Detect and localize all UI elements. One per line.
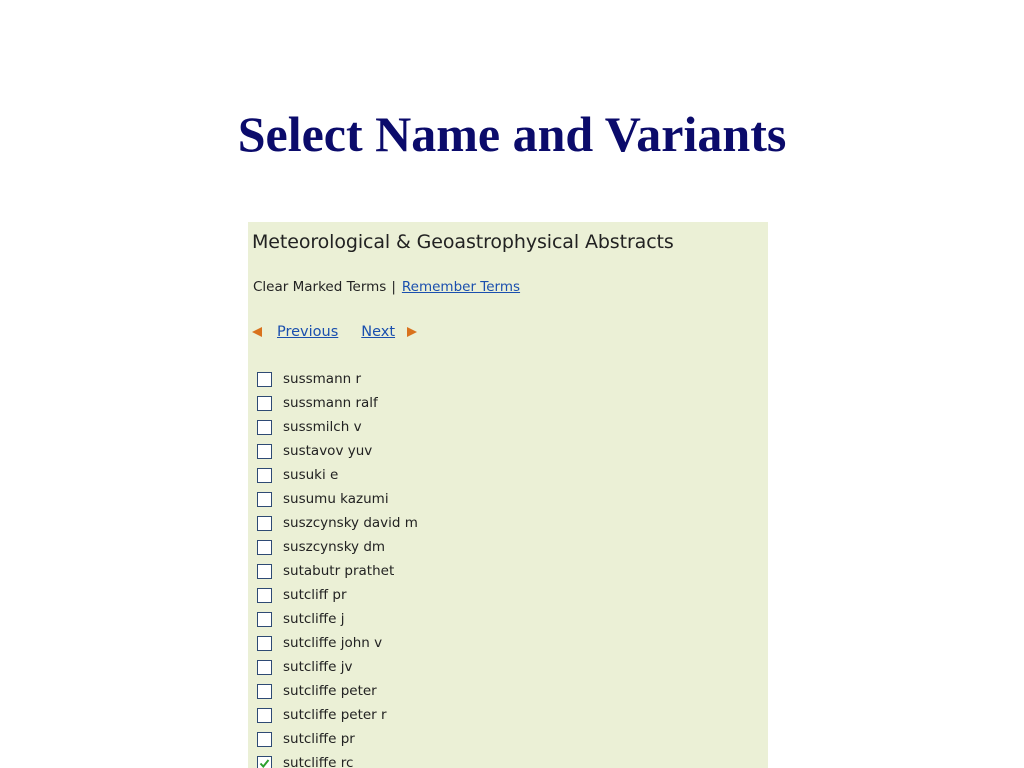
term-checkbox[interactable] (257, 756, 272, 768)
term-checkbox[interactable] (257, 396, 272, 411)
term-label: susuki e (283, 467, 339, 483)
terms-actions (253, 278, 520, 296)
term-list (257, 367, 418, 768)
term-checkbox[interactable] (257, 708, 272, 723)
term-label: sussmann ralf (283, 395, 378, 411)
previous-link[interactable]: Previous (277, 324, 339, 340)
term-label: sutcliffe pr (283, 731, 355, 747)
term-checkbox[interactable] (257, 444, 272, 459)
clear-marked-terms-label: Clear Marked Terms (253, 279, 387, 295)
term-label: suszcynsky dm (283, 539, 386, 555)
slide-title: Select Name and Variants (237, 106, 787, 162)
term-item[interactable] (257, 607, 418, 631)
term-label: sussmann r (283, 371, 362, 387)
term-checkbox[interactable] (257, 492, 272, 507)
term-label: sutcliffe j (283, 611, 345, 627)
triangle-left-icon[interactable] (252, 327, 262, 337)
term-checkbox[interactable] (257, 612, 272, 627)
term-checkbox[interactable] (257, 684, 272, 699)
term-label: sutcliff pr (283, 587, 347, 603)
term-label: sutcliffe peter r (283, 707, 387, 723)
search-panel (248, 222, 768, 768)
checkmark-icon (259, 758, 270, 768)
term-label: sutabutr prathet (283, 563, 395, 579)
term-checkbox[interactable] (257, 372, 272, 387)
term-label: suszcynsky david m (283, 515, 418, 531)
term-label: sussmilch v (283, 419, 362, 435)
term-item[interactable] (257, 583, 418, 607)
term-item[interactable] (257, 727, 418, 751)
term-item[interactable] (257, 439, 418, 463)
database-title: Meteorological & Geoastrophysical Abstracts (252, 231, 674, 253)
term-label: sustavov yuv (283, 443, 373, 459)
term-label: sutcliffe rc (283, 755, 354, 768)
term-label: sutcliffe jv (283, 659, 353, 675)
term-checkbox[interactable] (257, 564, 272, 579)
term-item[interactable] (257, 535, 418, 559)
term-item[interactable] (257, 367, 418, 391)
term-checkbox[interactable] (257, 732, 272, 747)
term-checkbox[interactable] (257, 588, 272, 603)
term-item[interactable] (257, 631, 418, 655)
term-item[interactable] (257, 415, 418, 439)
separator: | (391, 279, 396, 295)
term-item[interactable] (257, 463, 418, 487)
term-label: sutcliffe peter (283, 683, 377, 699)
term-item[interactable] (257, 511, 418, 535)
term-checkbox[interactable] (257, 660, 272, 675)
term-checkbox[interactable] (257, 636, 272, 651)
term-checkbox[interactable] (257, 420, 272, 435)
triangle-right-icon[interactable] (407, 327, 417, 337)
term-label: susumu kazumi (283, 491, 389, 507)
term-item[interactable] (257, 703, 418, 727)
term-checkbox[interactable] (257, 516, 272, 531)
remember-terms-link[interactable]: Remember Terms (401, 279, 521, 295)
term-checkbox[interactable] (257, 540, 272, 555)
term-item[interactable] (257, 391, 418, 415)
term-item[interactable] (257, 559, 418, 583)
term-label: sutcliffe john v (283, 635, 383, 651)
next-link[interactable]: Next (361, 324, 396, 340)
term-checkbox[interactable] (257, 468, 272, 483)
term-item[interactable] (257, 655, 418, 679)
term-item[interactable] (257, 679, 418, 703)
pagination-nav (252, 322, 417, 342)
term-item[interactable] (257, 487, 418, 511)
term-item[interactable] (257, 751, 418, 768)
